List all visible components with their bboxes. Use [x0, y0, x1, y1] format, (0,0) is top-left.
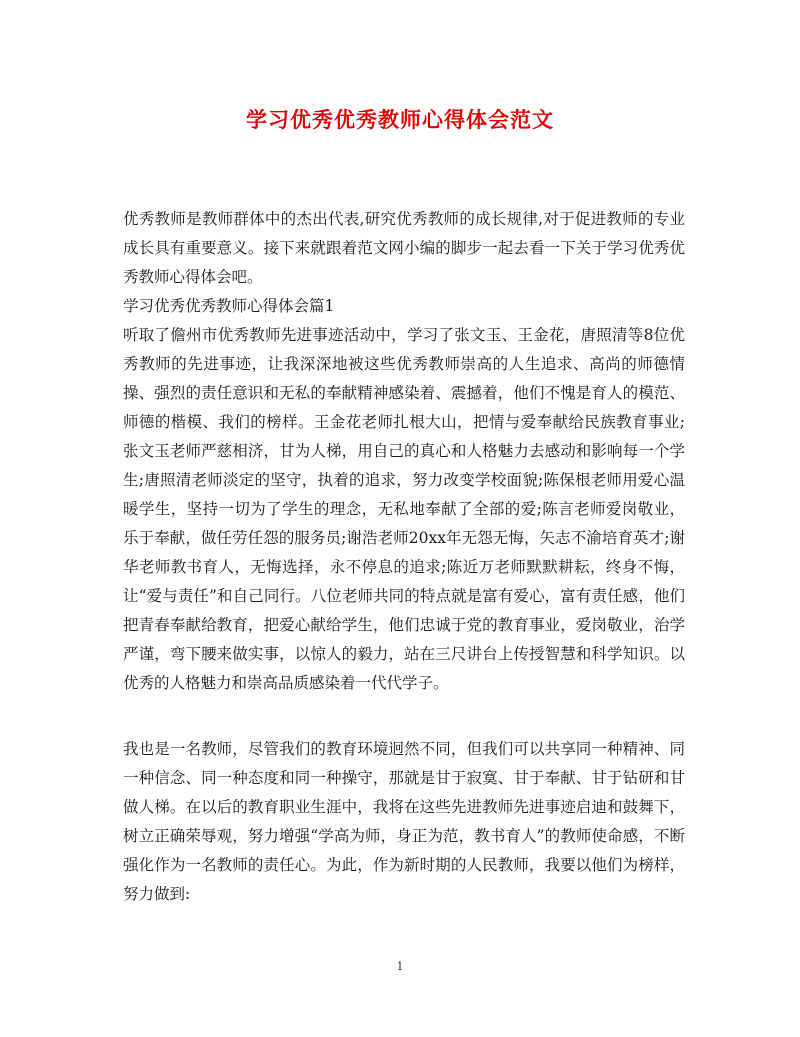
section-heading: 学习优秀优秀教师心得体会篇1 [123, 297, 335, 315]
document-title: 学习优秀优秀教师心得体会范文 [246, 107, 554, 132]
second-paragraph: 我也是一名教师，尽管我们的教育环境迥然不同，但我们可以共享同一种精神、同一种信念、同一种态度和同一种操守，那就是甘于寂寞、甘于奉献、甘于钻研和甘做人梯。在以后的教育职业生涯中，我将在这些先进教师先进事迹启迪和鼓舞下，树立正确荣辱观，努力增强“学高为师，身正为范，教书育人”的教师使命感，不断强化作为一名教师的责任心。为此，作为新时期的人民教师，我要以他们为榜样，努力做到: [123, 740, 685, 903]
main-paragraph: 听取了儋州市优秀教师先进事迹活动中，学习了张文玉、王金花，唐照清等8位优秀教师的先进事迹，让我深深地被这些优秀教师崇高的人生追求、高尚的师德情操、强烈的责任意识和无私的奉献精神感染着、震撼着，他们不愧是育人的模范、师德的楷模、我们的榜样。王金花老师扎根大山，把情与爱奉献给民族教育事业;张文玉老师严慈相济，甘为人梯，用自己的真心和人格魅力去感动和影响每一个学生;唐照清老师淡定的坚守，执着的追求，努力改变学校面貌;陈保根老师用爱心温暖学生，坚持一切为了学生的理念，无私地奉献了全部的爱;陈言老师爱岗敬业，乐于奉献，做任劳任怨的服务员;谢浩老师20xx年无怨无悔，矢志不渝培育英才;谢华老师教书育人，无悔选择，永不停息的追求;陈近万老师默默耕耘，终身不悔，让“爱与责任”和自己同行。八位老师共同的特点就是富有爱心，富有责任感，他们把青春奉献给教育，把爱心献给学生，他们忠诚于党的教育事业，爱岗敬业，治学严谨，弯下腰来做实事，以惊人的毅力，站在三尺讲台上传授智慧和科学知识。以优秀的人格魅力和崇高品质感染着一代代学子。 [123, 326, 685, 692]
intro-paragraph: 优秀教师是教师群体中的杰出代表,研究优秀教师的成长规律,对于促进教师的专业成长具有重要意义。接下来就跟着范文网小编的脚步一起去看一下关于学习优秀优秀教师心得体会吧。 [123, 210, 685, 286]
page-number: 1 [396, 960, 404, 973]
